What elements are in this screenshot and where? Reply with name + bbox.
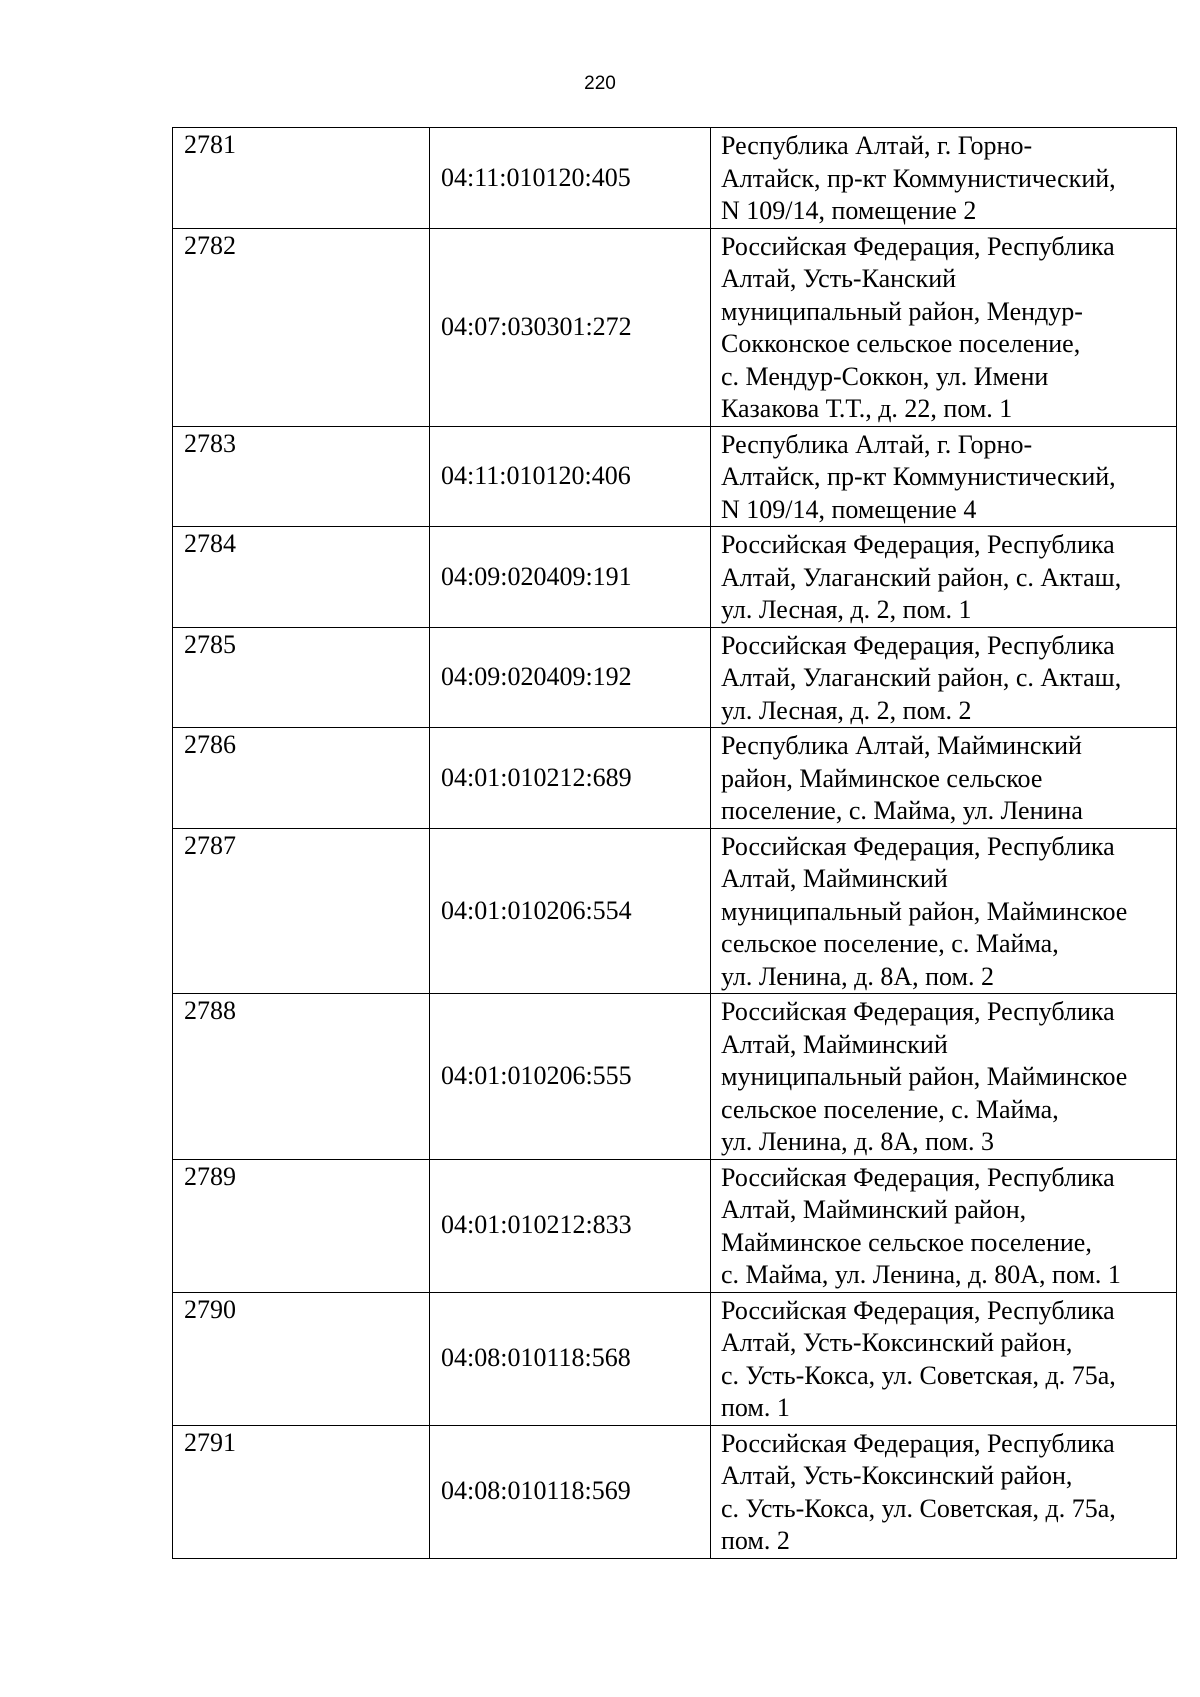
address-line: Алтай, Усть-Коксинский район, [721, 1328, 1073, 1357]
cadastral-number-cell [430, 728, 711, 829]
table-row [173, 728, 1177, 829]
address-cell [711, 426, 1177, 527]
address-line: Казакова Т.Т., д. 22, пом. 1 [721, 394, 1013, 423]
row-number-cell [173, 728, 430, 829]
cadastral-number: 04:08:010118:569 [441, 1476, 631, 1506]
address-cell [711, 994, 1177, 1160]
row-number-cell [173, 1425, 430, 1558]
address-line: Российская Федерация, Республика [721, 997, 1115, 1026]
property-registry-table [172, 127, 1177, 1559]
address-line: Алтайск, пр-кт Коммунистический, [721, 163, 1116, 193]
row-number: 2783 [184, 428, 236, 458]
address-line: Российская Федерация, Республика [721, 231, 1115, 261]
cadastral-number-cell [430, 994, 711, 1160]
address-line: ул. Лесная, д. 2, пом. 2 [721, 695, 972, 725]
row-number-cell [173, 1159, 430, 1292]
cadastral-number: 04:01:010206:554 [441, 895, 632, 925]
address-cell [711, 728, 1177, 829]
address-line: сельское поселение, с. Майма, [721, 929, 1059, 958]
cadastral-number-cell [430, 828, 711, 994]
address-line: Республика Алтай, г. Горно- [721, 131, 1033, 160]
cadastral-number-cell [430, 426, 711, 527]
cadastral-number: 04:01:010212:689 [441, 762, 632, 792]
cadastral-number-cell [430, 1292, 711, 1425]
address-line: Алтай, Улаганский район, с. Акташ, [721, 562, 1122, 592]
cadastral-number-cell [430, 627, 711, 728]
address-line: Российская Федерация, Республика [721, 630, 1115, 660]
address-line: с. Усть-Кокса, ул. Советская, д. 75а, [721, 1493, 1116, 1523]
row-number: 2791 [184, 1427, 236, 1457]
address-line: район, Майминское сельское [721, 763, 1043, 793]
address-line: поселение, с. Майма, ул. Ленина [721, 796, 1083, 825]
address-cell [711, 128, 1177, 229]
row-number: 2790 [184, 1294, 236, 1324]
address-line: Российская Федерация, Республика [721, 530, 1115, 559]
address-cell [711, 828, 1177, 994]
row-number: 2786 [184, 730, 236, 759]
cadastral-number-cell [430, 228, 711, 426]
table-row [173, 994, 1177, 1160]
address-line: муниципальный район, Мендур- [721, 296, 1083, 326]
table-row [173, 128, 1177, 229]
cadastral-number: 04:07:030301:272 [441, 311, 632, 341]
row-number-cell [173, 994, 430, 1160]
registry-table-body [173, 128, 1177, 1559]
address-cell [711, 1425, 1177, 1558]
cadastral-number-cell [430, 128, 711, 229]
table-row [173, 1292, 1177, 1425]
cadastral-number: 04:11:010120:406 [441, 461, 631, 490]
address-line: Российская Федерация, Республика [721, 831, 1115, 861]
cadastral-number-cell [430, 1159, 711, 1292]
row-number-cell [173, 228, 430, 426]
cadastral-number: 04:01:010206:555 [441, 1061, 632, 1090]
address-line: ул. Ленина, д. 8А, пом. 3 [721, 1127, 994, 1156]
cadastral-number-cell [430, 527, 711, 628]
row-number: 2788 [184, 996, 236, 1025]
address-line: сельское поселение, с. Майма, [721, 1094, 1059, 1124]
address-line: Республика Алтай, г. Горно- [721, 429, 1033, 459]
address-line: Майминское сельское поселение, [721, 1227, 1092, 1257]
row-number-cell [173, 1292, 430, 1425]
address-line: Алтай, Майминский [721, 1029, 948, 1059]
row-number: 2787 [184, 830, 236, 860]
table-row [173, 1425, 1177, 1558]
address-line: Российская Федерация, Республика [721, 1295, 1115, 1325]
cadastral-number-cell [430, 1425, 711, 1558]
address-line: Алтай, Майминский [721, 864, 948, 893]
row-number-cell [173, 128, 430, 229]
address-line: Алтай, Усть-Канский [721, 264, 957, 293]
cadastral-number: 04:01:010212:833 [441, 1210, 632, 1240]
page-number: 220 [584, 73, 616, 94]
address-line: Российская Федерация, Республика [721, 1162, 1115, 1192]
table-row [173, 228, 1177, 426]
address-cell [711, 228, 1177, 426]
address-line: Алтай, Майминский район, [721, 1195, 1027, 1224]
row-number-cell [173, 828, 430, 994]
address-cell [711, 1159, 1177, 1292]
row-number-cell [173, 527, 430, 628]
cadastral-number: 04:08:010118:568 [441, 1343, 631, 1373]
address-line: ул. Лесная, д. 2, пом. 1 [721, 595, 972, 624]
address-line: с. Мендур-Соккон, ул. Имени [721, 361, 1049, 391]
cadastral-number: 04:09:020409:191 [441, 561, 632, 591]
row-number-cell [173, 627, 430, 728]
address-line: Российская Федерация, Республика [721, 1428, 1115, 1458]
address-cell [711, 527, 1177, 628]
table-row [173, 828, 1177, 994]
address-line: муниципальный район, Майминское [721, 1062, 1128, 1091]
row-number: 2784 [184, 529, 236, 558]
address-cell [711, 627, 1177, 728]
row-number: 2782 [184, 230, 236, 260]
address-line: ул. Ленина, д. 8А, пом. 2 [721, 961, 994, 991]
table-row [173, 1159, 1177, 1292]
row-number-cell [173, 426, 430, 527]
address-line: с. Усть-Кокса, ул. Советская, д. 75а, [721, 1360, 1116, 1390]
address-line: с. Майма, ул. Ленина, д. 80А, пом. 1 [721, 1260, 1121, 1289]
address-line: пом. 1 [721, 1393, 790, 1422]
table-row [173, 527, 1177, 628]
table-row [173, 426, 1177, 527]
address-line: Алтай, Улаганский район, с. Акташ, [721, 663, 1122, 692]
address-line: Сокконское сельское поселение, [721, 329, 1081, 358]
address-line: N 109/14, помещение 4 [721, 494, 977, 524]
row-number: 2789 [184, 1161, 236, 1191]
address-line: Республика Алтай, Майминский [721, 731, 1082, 760]
row-number: 2785 [184, 629, 236, 659]
address-cell [711, 1292, 1177, 1425]
address-line: муниципальный район, Майминское [721, 896, 1128, 926]
address-line: Алтайск, пр-кт Коммунистический, [721, 462, 1116, 491]
address-line: пом. 2 [721, 1526, 790, 1555]
address-line: Алтай, Усть-Коксинский район, [721, 1461, 1073, 1490]
cadastral-number: 04:11:010120:405 [441, 162, 631, 192]
row-number: 2781 [184, 130, 236, 159]
table-row [173, 627, 1177, 728]
cadastral-number: 04:09:020409:192 [441, 662, 632, 691]
address-line: N 109/14, помещение 2 [721, 196, 977, 225]
